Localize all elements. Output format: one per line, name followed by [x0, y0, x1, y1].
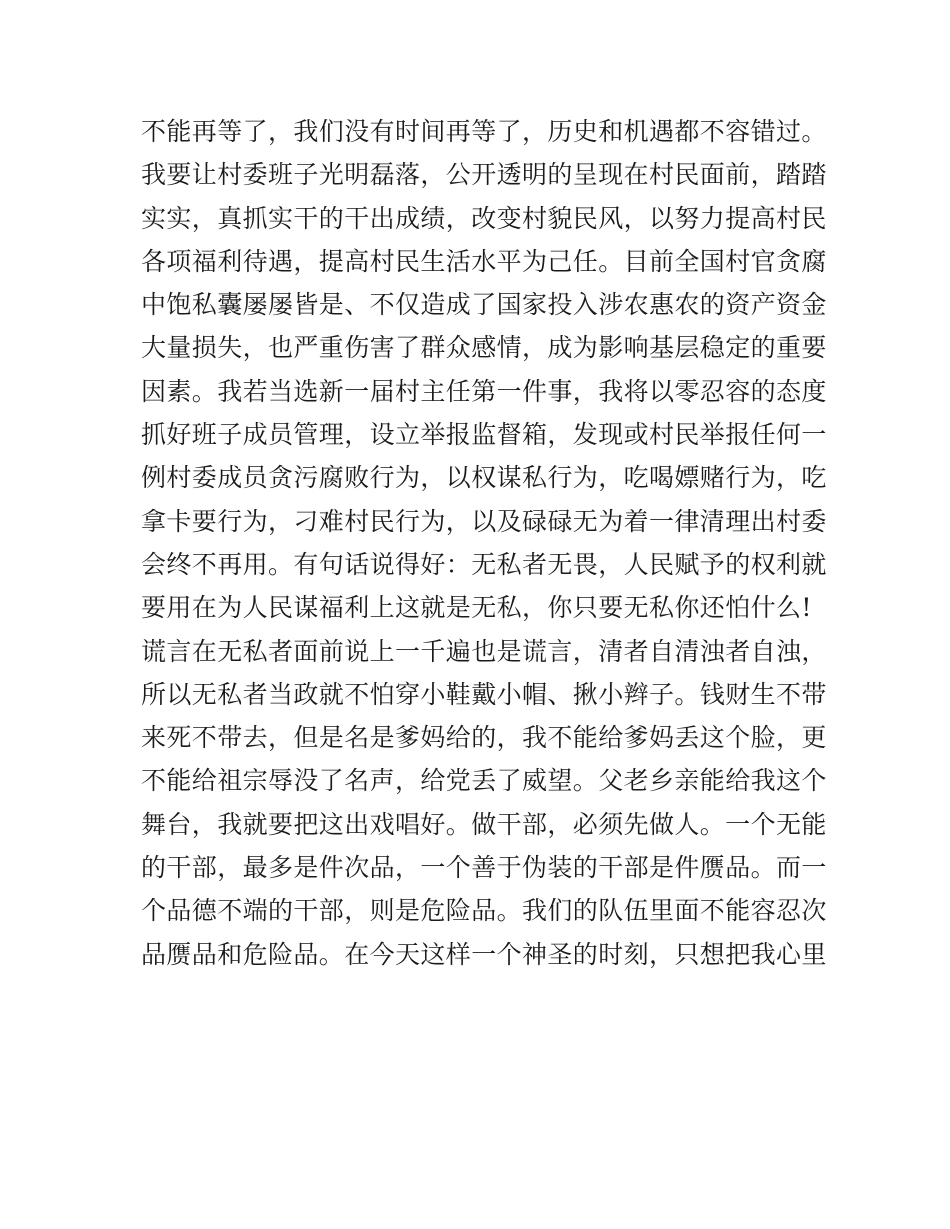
text-line-19: 个品德不端的干部，则是危险品。我们的队伍里面不能容忍次 [141, 896, 827, 926]
text-line-3: 实实，真抓实干的干出成绩，改变村貌民风，以努力提高村民 [141, 203, 827, 233]
text-line-1: 不能再等了，我们没有时间再等了，历史和机遇都不容错过。 [141, 117, 827, 146]
text-line-7: 因素。我若当选新一届村主任第一件事，我将以零忍容的态度 [141, 376, 827, 406]
text-line-11: 会终不再用。有句话说得好：无私者无畏，人民赋予的权利就 [141, 549, 827, 579]
text-line-4: 各项福利待遇，提高村民生活水平为己任。目前全国村官贪腐 [141, 246, 827, 276]
text-line-20: 品赝品和危险品。在今天这样一个神圣的时刻，只想把我心里 [141, 939, 827, 969]
text-line-14: 所以无私者当政就不怕穿小鞋戴小帽、揪小辫子。钱财生不带 [141, 679, 827, 709]
text-line-2: 我要让村委班子光明磊落，公开透明的呈现在村民面前，踏踏 [141, 160, 827, 190]
text-line-8: 抓好班子成员管理，设立举报监督箱，发现或村民举报任何一 [141, 420, 827, 450]
text-line-17: 舞台，我就要把这出戏唱好。做干部，必须先做人。一个无能 [141, 809, 827, 839]
text-line-10: 拿卡要行为，刁难村民行为，以及碌碌无为着一律清理出村委 [141, 506, 827, 536]
text-line-13: 谎言在无私者面前说上一千遍也是谎言，清者自清浊者自浊， [141, 636, 827, 666]
text-line-15: 来死不带去，但是名是爹妈给的，我不能给爹妈丢这个脸，更 [141, 723, 827, 753]
text-line-18: 的干部，最多是件次品，一个善于伪装的干部是件赝品。而一 [141, 853, 827, 883]
body-text [141, 110, 827, 976]
text-line-9: 例村委成员贪污腐败行为，以权谋私行为，吃喝嫖赌行为，吃 [141, 463, 827, 493]
text-line-6: 大量损失，也严重伤害了群众感情，成为影响基层稳定的重要 [141, 333, 827, 363]
text-line-12: 要用在为人民谋福利上这就是无私，你只要无私你还怕什么! [141, 593, 812, 623]
text-line-16: 不能给祖宗辱没了名声，给党丢了威望。父老乡亲能给我这个 [141, 766, 827, 796]
text-line-5: 中饱私囊屡屡皆是、不仅造成了国家投入涉农惠农的资产资金 [141, 290, 827, 320]
